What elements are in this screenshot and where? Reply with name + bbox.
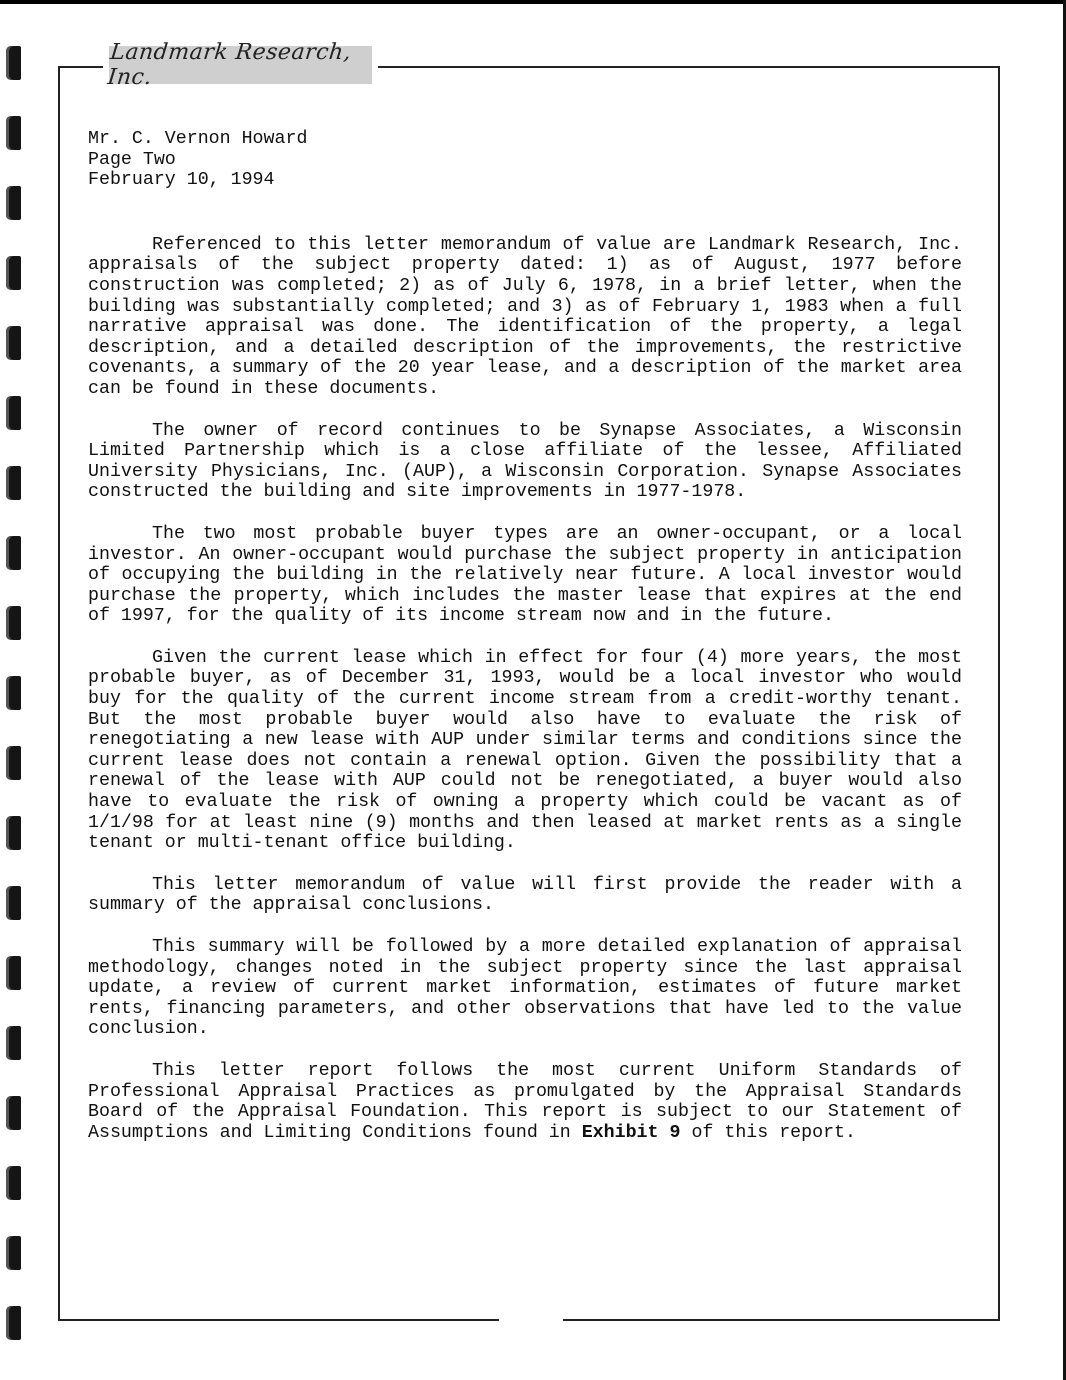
page-number: Page Two [88,149,176,170]
binder-hole [6,396,21,430]
paragraph-buyer-types: The two most probable buyer types are an owner-occupant, or a local investor. An owner-occupant would purchase the subject property in anticipation of occupying the building in the relatively near future. A local investor would purchase the property, which includes the master lease that expires at the end of 1997, for the quality of its income stream now and in the future. [88,523,962,627]
binder-hole [6,326,21,360]
paragraph-prior-appraisals: Referenced to this letter memorandum of value are Landmark Research, Inc. appraisals of the subject property dated: 1) as of August, 1977 before construction was completed; 2) as of July 6, 1978, in a brief letter, when the building was substantially completed; and 3) as of February 1, 1983 when a full narrative appraisal was done. The identification of the property, a legal description, and a detailed description of the improvements, the restrictive covenants, a summary of the 20 year lease, and a description of the market area can be found in these documents. [88,234,962,399]
letterhead-company: Landmark Research, Inc. [106,40,353,90]
binder-hole [6,1236,21,1270]
binder-hole [6,46,21,80]
binder-hole [6,606,21,640]
binder-hole [6,956,21,990]
exhibit-reference: Exhibit 9 [581,1122,681,1143]
binder-hole [6,676,21,710]
paragraph-methodology: This summary will be followed by a more detailed explanation of appraisal methodology, changes noted in the subject property since the last appraisal update, a review of current market information, estimates of future market rents, financing parameters, and other observations that have led to the value conclusion. [88,937,962,1040]
recipient-name: Mr. C. Vernon Howard [88,129,308,149]
binder-hole [6,536,21,570]
letter-body [88,129,962,1143]
paragraph-uspap [88,1061,962,1143]
binder-hole [6,256,21,290]
binder-hole [6,886,21,920]
frame-gap-bottom [499,1314,563,1328]
scan-edge-top [0,0,1066,4]
binder-hole [6,466,21,500]
uspap-text: This letter report follows the most current Uniform Standards of Professional Appraisal Practices as promulgated by the Appraisal Standards Board of the Appraisal Foundation. This report is subject to our Statement of Assumptions and Limiting Conditions found in [88,1060,962,1143]
binder-hole [6,816,21,850]
uspap-tail: of this report. [691,1122,856,1143]
paragraph-summary-intro: This letter memorandum of value will first provide the reader with a summary of the appraisal conclusions. [88,874,962,916]
binder-hole [6,186,21,220]
binder-hole [6,1166,21,1200]
binder-hole [6,116,21,150]
paragraph-most-probable-buyer: Given the current lease which in effect for four (4) more years, the most probable buyer, as of December 31, 1993, would be a local investor who would buy for the quality of the current income stream from a credit-worthy tenant. But the most probable buyer would also have to evaluate the risk of renegotiating a new lease with AUP under similar terms and conditions since the current lease does not contain a renewal option. Given the possibility that a renewal of the lease with AUP could not be renegotiated, a buyer would also have to evaluate the risk of owning a property which could be vacant as of 1/1/98 for at least nine (9) months and then leased at market rents as a single tenant or multi-tenant office building. [88,647,962,854]
binder-holes [0,40,30,1380]
binder-hole [6,1306,21,1340]
paragraph-owner-of-record: The owner of record continues to be Synapse Associates, a Wisconsin Limited Partnership which is a close affiliate of the lessee, Affiliated University Physicians, Inc. (AUP), a Wisconsin Corporation. Synapse Associates constructed the building and site improvements in 1977-1978. [88,420,962,503]
letter-date: February 10, 1994 [88,170,275,191]
binder-hole [6,1026,21,1060]
binder-hole [6,746,21,780]
binder-hole [6,1096,21,1130]
letterhead-logo [106,40,372,90]
